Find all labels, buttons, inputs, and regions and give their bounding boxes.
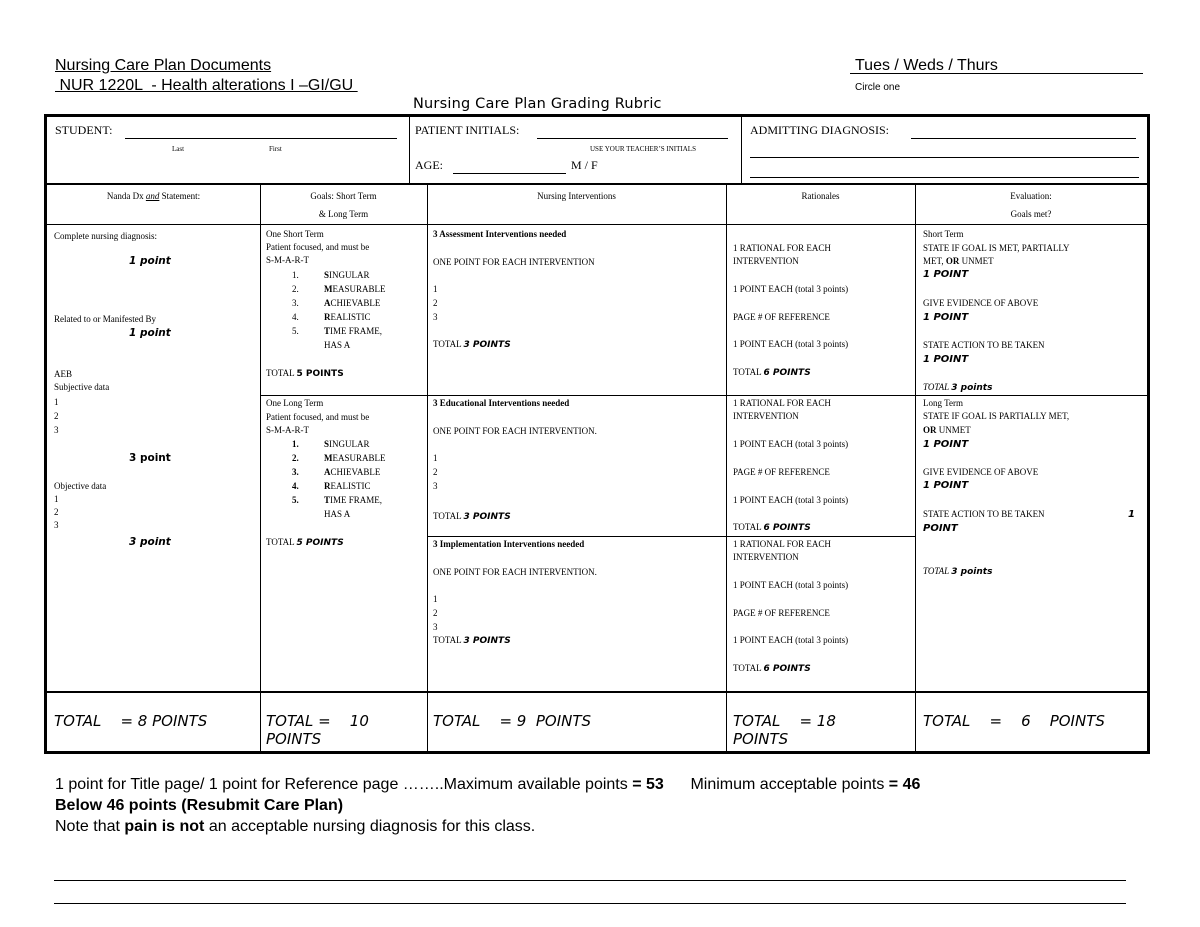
smart-item-rest: EALISTIC [330, 481, 371, 491]
smart-item [292, 283, 386, 297]
total-rationales: TOTAL = 18 [733, 712, 836, 730]
eval-or-unmet: OR UNMET [923, 425, 971, 435]
nanda-complete: Complete nursing diagnosis: [54, 231, 157, 241]
impl-each: ONE POINT FOR EACH INTERVENTION. [433, 567, 597, 577]
total-nanda: TOTAL = 8 POINTS [54, 712, 208, 730]
impl-total: TOTAL 3 POINTS [433, 635, 511, 646]
nanda-objective: Objective data [54, 481, 107, 491]
assess-each: ONE POINT FOR EACH INTERVENTION [433, 257, 595, 267]
eval-long-total: TOTAL 3 points [923, 566, 993, 577]
rat1-page: PAGE # OF REFERENCE [733, 312, 830, 322]
smart-item-number: 3. [292, 298, 299, 308]
smart-item [292, 466, 380, 480]
rat1-line-a: 1 RATIONAL FOR EACH [733, 243, 831, 253]
smart-item [292, 494, 382, 508]
rat1-points: 1 POINT EACH (total 3 points) [733, 284, 849, 294]
first-name-caption: First [269, 145, 282, 153]
nanda-subj-2: 2 [54, 411, 59, 421]
total-goals: TOTAL = 10 [266, 712, 369, 730]
smart-item-letter: R [324, 481, 331, 491]
header-divider [47, 224, 1147, 225]
smart-item-letter: M [324, 284, 333, 294]
admitting-diagnosis-field[interactable] [911, 122, 1136, 139]
nanda-point-3: 3 point [129, 452, 171, 464]
assess-1: 1 [433, 284, 438, 294]
last-name-caption: Last [172, 145, 185, 153]
impl-3: 3 [433, 622, 438, 632]
smart-item-rest: IME FRAME, [330, 495, 383, 505]
eval-state-met: STATE IF GOAL IS MET, PARTIALLY [923, 243, 1070, 253]
col-header-goals: Goals: Short Term [310, 191, 377, 201]
rat3-page: PAGE # OF REFERENCE [733, 608, 830, 618]
eval-action-long: STATE ACTION TO BE TAKEN [923, 509, 1045, 519]
eval-state-met-2: MET, OR UNMET [923, 256, 994, 266]
student-label: STUDENT: [55, 123, 113, 137]
assess-total: TOTAL 3 POINTS [433, 339, 511, 350]
smart-item-number: 5. [292, 326, 299, 336]
smart-item-number: 1. [292, 439, 299, 449]
goals-has-a: HAS A [324, 340, 351, 350]
col-header-nanda: Nanda Dx and Statement: [106, 191, 201, 201]
smart-item-letter: A [324, 298, 331, 308]
smart-item [292, 325, 382, 339]
eval-state-partial: STATE IF GOAL IS PARTIALLY MET, [923, 411, 1070, 421]
rat3-points-2: 1 POINT EACH (total 3 points) [733, 635, 849, 645]
smart-item-rest: INGULAR [329, 270, 370, 280]
eval-evidence: GIVE EVIDENCE OF ABOVE [923, 298, 1039, 308]
impl-title: 3 Implementation Interventions needed [433, 539, 585, 549]
mid-divider [260, 395, 915, 396]
rat3-points: 1 POINT EACH (total 3 points) [733, 580, 849, 590]
goals-focused-long: Patient focused, and must be [266, 412, 370, 422]
assess-title: 3 Assessment Interventions needed [433, 229, 567, 239]
eval-point-1: 1 POINT [923, 269, 969, 280]
smart-item-rest: CHIEVABLE [330, 298, 381, 308]
rubric-table [44, 114, 1150, 754]
smart-item-letter: S [324, 439, 330, 449]
notes-line-2[interactable] [54, 903, 1126, 904]
smart-item-number: 2. [292, 284, 299, 294]
smart-item-rest: EASURABLE [332, 453, 386, 463]
smart-item-rest: EALISTIC [330, 312, 371, 322]
nanda-obj-1: 1 [54, 494, 59, 504]
nanda-point-2: 1 point [129, 327, 171, 339]
nanda-point-4: 3 point [129, 536, 171, 548]
rat1-points-2: 1 POINT EACH (total 3 points) [733, 339, 849, 349]
impl-1: 1 [433, 594, 438, 604]
smart-item-rest: CHIEVABLE [330, 467, 381, 477]
rat2-points: 1 POINT EACH (total 3 points) [733, 439, 849, 449]
nanda-obj-3: 3 [54, 520, 59, 530]
eval-evidence-long: GIVE EVIDENCE OF ABOVE [923, 467, 1039, 477]
admitting-diagnosis-label: ADMITTING DIAGNOSIS: [750, 123, 889, 137]
smart-item-letter: R [324, 312, 331, 322]
goals-short-title: One Short Term [266, 229, 324, 239]
assess-2: 2 [433, 298, 438, 308]
footer-pain-note: Note that pain is not an acceptable nursing diagnosis for this class. [55, 818, 536, 835]
col-divider-1 [260, 184, 261, 751]
smart-item-number: 1. [292, 270, 299, 280]
total-rationales-2: POINTS [733, 730, 789, 748]
total-goals-2: POINTS [266, 730, 322, 748]
sex-selector[interactable]: M / F [571, 158, 598, 172]
eval-short-title: Short Term [923, 229, 964, 239]
class-days: Tues / Weds / Thurs [855, 57, 998, 74]
nanda-subj-1: 1 [54, 397, 59, 407]
eval-action: STATE ACTION TO BE TAKEN [923, 340, 1045, 350]
edu-title: 3 Educational Interventions needed [433, 398, 570, 408]
eval-long-title: Long Term [923, 398, 963, 408]
eval-point-2: 1 POINT [923, 312, 969, 323]
col-header-evaluation: Evaluation: [1010, 191, 1052, 201]
col-divider-4 [915, 184, 916, 751]
rat2-line-b: INTERVENTION [733, 411, 799, 421]
rat2-total: TOTAL 6 POINTS [733, 522, 811, 533]
rat2-page: PAGE # OF REFERENCE [733, 467, 830, 477]
age-field[interactable] [453, 157, 566, 174]
age-label: AGE: [415, 158, 443, 172]
info-col-divider-2 [741, 117, 742, 183]
smart-item [292, 438, 370, 452]
smart-item-number: 4. [292, 481, 299, 491]
goals-smart-long: S-M-A-R-T [266, 425, 309, 435]
smart-item-letter: T [324, 326, 331, 336]
footer-resubmit: Below 46 points (Resubmit Care Plan) [55, 797, 344, 814]
col-divider-3 [726, 184, 727, 751]
col-header-interventions: Nursing Interventions [537, 191, 616, 201]
goals-long-total: TOTAL 5 POINTS [266, 537, 344, 548]
assess-3: 3 [433, 312, 438, 322]
smart-item-number: 4. [292, 312, 299, 322]
nanda-subjective: Subjective data [54, 382, 110, 392]
rat2-points-2: 1 POINT EACH (total 3 points) [733, 495, 849, 505]
eval-point-6-num: 1 [1128, 509, 1135, 520]
edu-2: 2 [433, 467, 438, 477]
smart-item-letter: A [324, 467, 331, 477]
nanda-obj-2: 2 [54, 507, 59, 517]
goals-smart: S-M-A-R-T [266, 255, 309, 265]
admitting-diagnosis-line-3[interactable] [750, 161, 1139, 178]
smart-item [292, 297, 380, 311]
rat3-line-a: 1 RATIONAL FOR EACH [733, 539, 831, 549]
patient-initials-label: PATIENT INITIALS: [415, 123, 520, 137]
smart-item [292, 311, 371, 325]
eval-point-6: POINT [923, 523, 958, 534]
patient-initials-field[interactable] [537, 122, 728, 139]
col-header-goals-2: & Long Term [318, 209, 369, 219]
goals-has-a-long: HAS A [324, 509, 351, 519]
footer-points-line: 1 point for Title page/ 1 point for Reference page ……..Maximum available points = 53 Minimum acceptable points = 46 [55, 776, 921, 793]
smart-item [292, 452, 386, 466]
notes-line-1[interactable] [54, 880, 1126, 881]
eval-point-5: 1 POINT [923, 480, 969, 491]
smart-item-letter: T [324, 495, 331, 505]
student-field[interactable] [125, 122, 397, 139]
edu-total: TOTAL 3 POINTS [433, 511, 511, 522]
total-evaluation: TOTAL = 6 POINTS [923, 712, 1105, 730]
rat3-line-b: INTERVENTION [733, 552, 799, 562]
smart-item-rest: IME FRAME, [330, 326, 383, 336]
smart-item-number: 5. [292, 495, 299, 505]
edu-each: ONE POINT FOR EACH INTERVENTION. [433, 426, 597, 436]
rubric-title: Nursing Care Plan Grading Rubric [413, 96, 662, 112]
document-title: Nursing Care Plan Documents [55, 57, 272, 74]
smart-item-letter: M [324, 453, 333, 463]
smart-item-number: 2. [292, 453, 299, 463]
edu-3: 3 [433, 481, 438, 491]
rat1-total: TOTAL 6 POINTS [733, 367, 811, 378]
col-header-rationales: Rationales [801, 191, 840, 201]
info-col-divider-1 [409, 117, 410, 183]
goals-short-total: TOTAL 5 POINTS [266, 368, 344, 379]
nanda-aeb: AEB [54, 369, 72, 379]
col-header-evaluation-2: Goals met? [1010, 209, 1052, 219]
course-title: NUR 1220L - Health alterations I –GI/GU [55, 77, 358, 94]
days-underline [850, 73, 1143, 74]
smart-item [292, 269, 370, 283]
totals-divider [47, 691, 1147, 693]
total-interventions: TOTAL = 9 POINTS [433, 712, 592, 730]
nanda-subj-3: 3 [54, 425, 59, 435]
eval-short-total: TOTAL 3 points [923, 382, 993, 393]
admitting-diagnosis-line-2[interactable] [750, 141, 1139, 158]
rat1-line-b: INTERVENTION [733, 256, 799, 266]
rat3-total: TOTAL 6 POINTS [733, 663, 811, 674]
rat2-line-a: 1 RATIONAL FOR EACH [733, 398, 831, 408]
eval-point-4: 1 POINT [923, 439, 969, 450]
use-initials-note: USE YOUR TEACHER’S INITIALS [590, 145, 696, 153]
nanda-related: Related to or Manifested By [54, 314, 156, 324]
goals-long-title: One Long Term [266, 398, 324, 408]
col-divider-2 [427, 184, 428, 751]
circle-one-note: Circle one [855, 82, 901, 93]
smart-item-rest: INGULAR [329, 439, 370, 449]
nanda-point-1: 1 point [129, 255, 171, 267]
goals-focused: Patient focused, and must be [266, 242, 370, 252]
smart-item-letter: S [324, 270, 330, 280]
eval-point-3: 1 POINT [923, 354, 969, 365]
impl-divider [427, 536, 915, 537]
info-divider [47, 183, 1147, 185]
impl-2: 2 [433, 608, 438, 618]
smart-item-rest: EASURABLE [332, 284, 386, 294]
smart-item-number: 3. [292, 467, 299, 477]
smart-item [292, 480, 371, 494]
edu-1: 1 [433, 453, 438, 463]
